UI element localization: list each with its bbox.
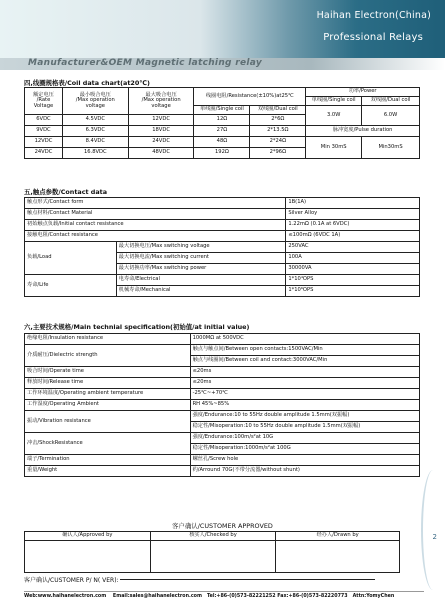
mechanical-life-label: 机械寿命/Mechanical bbox=[116, 286, 286, 297]
resistance-header: 线圈电阻/Resistance(±10%)at25℃ bbox=[194, 88, 306, 106]
rated-voltage-cell: 9VDC bbox=[25, 126, 63, 137]
tech-spec-table bbox=[24, 333, 420, 477]
contact-material-label: 触点材料/Contact Material bbox=[25, 209, 286, 220]
dielectric-open-contacts: 触点与触点间/Between open contacts:1500VAC/Min bbox=[190, 345, 419, 356]
page-footer bbox=[24, 591, 424, 599]
table-row bbox=[25, 126, 420, 137]
decorative-swoosh bbox=[421, 470, 445, 590]
pulse-duration-label: 脉冲宽度/Pulse duration bbox=[306, 126, 420, 137]
insulation-value: 1000MΩ at 500VDC bbox=[190, 334, 419, 345]
dual-resistance-cell: 2*96Ω bbox=[250, 148, 306, 159]
operate-time-label: 吸合时间/Operate time bbox=[25, 367, 191, 378]
contact-data-table bbox=[24, 197, 420, 297]
vibration-misoperation: 稳定性/Misoperation:10 to 55Hz double amplitude 1.5mm(双振幅) bbox=[190, 422, 419, 433]
dual-resistance-cell: 2*13.5Ω bbox=[250, 126, 306, 137]
dielectric-coil-contact: 触点与线圈间/Between coil and contact:3000VAC/Min bbox=[190, 356, 419, 367]
table-row bbox=[25, 220, 420, 231]
max-voltage-cell: 48VDC bbox=[128, 148, 194, 159]
table-row bbox=[25, 275, 420, 286]
contact-section-title: 五,触点参数/Contact data bbox=[24, 188, 108, 196]
min-voltage-cell: 16.8VDC bbox=[62, 148, 128, 159]
rated-voltage-cell: 6VDC bbox=[25, 115, 63, 126]
contact-form-label: 触点形式/Contact form bbox=[25, 198, 286, 209]
min-operation-header: 最小吸合电压 /Max operation voltage bbox=[62, 88, 128, 115]
weight-label: 重量/Weight bbox=[25, 466, 191, 477]
table-row bbox=[25, 411, 420, 422]
contact-material-value: Silver Alloy bbox=[286, 209, 420, 220]
product-banner bbox=[0, 58, 445, 70]
dual-resistance-cell: 2*24Ω bbox=[250, 137, 306, 148]
footer-web: Web:www.haihanelectron.com bbox=[24, 594, 107, 599]
max-switching-current-value: 100A bbox=[286, 253, 420, 264]
page-header bbox=[0, 0, 445, 68]
life-label: 寿命/Life bbox=[25, 275, 117, 297]
table-row bbox=[25, 367, 420, 378]
operate-time-value: ≤20ms bbox=[190, 367, 419, 378]
table-row bbox=[25, 389, 420, 400]
page-number: 2 bbox=[432, 533, 437, 541]
table-row bbox=[25, 466, 420, 477]
resistance-dual-header: 双线圈/Dual coil bbox=[250, 106, 306, 115]
table-row bbox=[25, 334, 420, 345]
checked-by-label: 核实人/Checked by bbox=[150, 532, 276, 541]
release-time-label: 释放时间/Release time bbox=[25, 378, 191, 389]
single-resistance-cell: 48Ω bbox=[194, 137, 250, 148]
approved-by-label: 确认人/Approved by bbox=[25, 532, 151, 541]
coil-section-title: 四,线圈规格表/Coil data chart(at20℃) bbox=[24, 79, 150, 87]
approval-title: 客户确认/CUSTOMER APPROVED bbox=[172, 522, 273, 530]
power-header: 功率/Power bbox=[306, 88, 420, 97]
min-voltage-cell: 6.3VDC bbox=[62, 126, 128, 137]
power-dual-header: 双线圈/Dual coil bbox=[362, 97, 420, 106]
table-row bbox=[25, 242, 420, 253]
contact-resistance-value: ≤100mΩ (6VDC 1A) bbox=[286, 231, 420, 242]
max-switching-voltage-label: 最大切换电压/Max switching voltage bbox=[116, 242, 286, 253]
release-time-value: ≤20ms bbox=[190, 378, 419, 389]
max-operation-header: 最大吸合电压 /Max operation voltage bbox=[128, 88, 194, 115]
load-label: 负载/Load bbox=[25, 242, 117, 275]
company-name: Haihan Electron(China) bbox=[316, 10, 431, 21]
temperature-value: -25℃~+70℃ bbox=[190, 389, 419, 400]
termination-label: 端子/Termination bbox=[25, 455, 191, 466]
drawn-by-field[interactable] bbox=[276, 541, 400, 573]
min-voltage-cell: 4.5VDC bbox=[62, 115, 128, 126]
electrical-life-label: 电寿命/Electrical bbox=[116, 275, 286, 286]
max-voltage-cell: 24VDC bbox=[128, 137, 194, 148]
termination-value: 螺丝孔/Screw hole bbox=[190, 455, 419, 466]
customer-pn-field[interactable] bbox=[120, 579, 375, 580]
approved-by-field[interactable] bbox=[25, 541, 151, 573]
humidity-label: 工作湿度/Operating Ambient bbox=[25, 400, 191, 411]
company-tagline: Professional Relays bbox=[323, 32, 423, 43]
vibration-label: 振动/Vibration resistance bbox=[25, 411, 191, 433]
insulation-label: 绝缘电阻/Insulation resistance bbox=[25, 334, 191, 345]
footer-tel: Tel:+86-(0)573-82221252 Fax:+86-(0)573-82220773 bbox=[206, 594, 348, 599]
max-switching-power-label: 最大切换功率/Max switching power bbox=[116, 264, 286, 275]
shock-label: 冲击/ShockResistance bbox=[25, 433, 191, 455]
mechanical-life-value: 1*10⁶OPS bbox=[286, 286, 420, 297]
customer-pn-line bbox=[24, 575, 375, 584]
initial-resistance-value: 1.22mΩ (0.1A at 6VDC) bbox=[286, 220, 420, 231]
contact-form-value: 1B(1A) bbox=[286, 198, 420, 209]
shock-misoperation: 稳定性/Misoperation:1000m/s²at 100G bbox=[190, 444, 419, 455]
vibration-endurance: 强度/Endurance:10 to 55Hz double amplitude 1.5mm(双振幅) bbox=[190, 411, 419, 422]
drawn-by-label: 经办人/Drawn by bbox=[276, 532, 400, 541]
min-voltage-cell: 8.4VDC bbox=[62, 137, 128, 148]
max-switching-current-label: 最大切换电流/Max switching current bbox=[116, 253, 286, 264]
initial-resistance-label: 初始触点负载/Initial contact resistance bbox=[25, 220, 286, 231]
coil-data-table bbox=[24, 87, 420, 159]
humidity-value: RH 45%~85% bbox=[190, 400, 419, 411]
pulse-dual-value: Min30mS bbox=[362, 137, 420, 159]
electrical-life-value: 1*10⁴OPS bbox=[286, 275, 420, 286]
dual-resistance-cell: 2*6Ω bbox=[250, 115, 306, 126]
table-row bbox=[25, 209, 420, 220]
banner-text: Manufacturer&OEM Magnetic latching relay bbox=[28, 58, 262, 68]
max-switching-voltage-value: 250VAC bbox=[286, 242, 420, 253]
pulse-single-value: Min 30mS bbox=[306, 137, 362, 159]
weight-value: 约/Arround 70G(不带分流器/without shunt) bbox=[190, 466, 419, 477]
temperature-label: 工作环境温度/Operating ambient temperature bbox=[25, 389, 191, 400]
table-row bbox=[25, 433, 420, 444]
footer-attn: Attn:YomyChen bbox=[352, 594, 395, 599]
dielectric-label: 介质耐压/Dielectric strength bbox=[25, 345, 191, 367]
table-row bbox=[25, 455, 420, 466]
table-row bbox=[25, 198, 420, 209]
power-single-header: 单线圈/Single coil bbox=[306, 97, 362, 106]
table-row bbox=[25, 137, 420, 148]
single-resistance-cell: 27Ω bbox=[194, 126, 250, 137]
power-single-value: 3.0W bbox=[306, 106, 362, 126]
rated-voltage-header: 额定电压 /Rate Voltage bbox=[25, 88, 63, 115]
approval-table bbox=[24, 531, 400, 573]
checked-by-field[interactable] bbox=[150, 541, 276, 573]
max-switching-power-value: 30000VA bbox=[286, 264, 420, 275]
shock-endurance: 强度/Endurance:100m/s²at 10G bbox=[190, 433, 419, 444]
power-dual-value: 6.0W bbox=[362, 106, 420, 126]
contact-resistance-label: 接触电阻/Contact resistance bbox=[25, 231, 286, 242]
table-row bbox=[25, 378, 420, 389]
max-voltage-cell: 18VDC bbox=[128, 126, 194, 137]
footer-email: Email:sales@haihanelectron.com bbox=[112, 594, 202, 599]
table-row bbox=[25, 400, 420, 411]
rated-voltage-cell: 12VDC bbox=[25, 137, 63, 148]
table-row bbox=[25, 345, 420, 356]
max-voltage-cell: 12VDC bbox=[128, 115, 194, 126]
header-band bbox=[0, 0, 445, 58]
customer-pn-label: 客户确认/CUSTOMER P/ N( VER): bbox=[24, 577, 119, 584]
tech-section-title: 六,主要技术规格/Main technial specification(初始值/at initial value) bbox=[24, 323, 250, 331]
rated-voltage-cell: 24VDC bbox=[25, 148, 63, 159]
single-resistance-cell: 192Ω bbox=[194, 148, 250, 159]
single-resistance-cell: 12Ω bbox=[194, 115, 250, 126]
resistance-single-header: 单线圈/Single coil bbox=[194, 106, 250, 115]
table-row bbox=[25, 231, 420, 242]
